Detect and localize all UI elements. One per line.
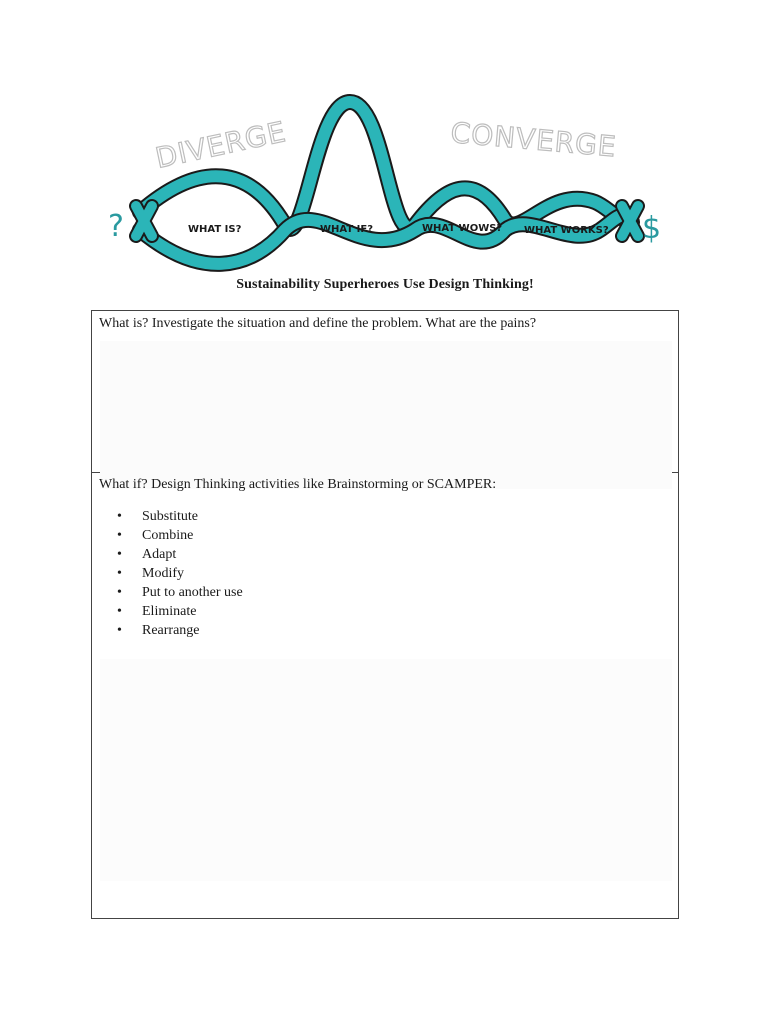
converge-heading: CONVERGE <box>449 116 618 164</box>
answer-area-what-if[interactable] <box>100 659 672 881</box>
answer-area-what-is[interactable] <box>100 341 672 489</box>
bullet-icon: • <box>117 528 122 543</box>
list-item: • Rearrange <box>117 623 200 638</box>
list-item: • Combine <box>117 528 194 543</box>
list-item: • Modify <box>117 566 184 581</box>
dollar-symbol: $ <box>642 211 662 246</box>
list-item: • Substitute <box>117 509 199 524</box>
list-item: • Eliminate <box>117 604 197 619</box>
diverge-heading: DIVERGE <box>152 115 290 175</box>
bullet-icon: • <box>117 585 122 600</box>
scamper-list <box>92 507 243 640</box>
bullet-icon: • <box>117 566 122 581</box>
stage-label-what-if: WHAT IF? <box>320 224 374 235</box>
section-prompt: What is? Investigate the situation and define the problem. What are the pains? <box>99 316 537 331</box>
worksheet-table <box>91 310 679 919</box>
section-prompt: What if? Design Thinking activities like Brainstorming or SCAMPER: <box>99 477 497 492</box>
section-what-if <box>92 473 678 918</box>
list-item: • Put to another use <box>117 585 243 600</box>
bullet-icon: • <box>117 547 122 562</box>
design-thinking-diagram <box>100 90 680 280</box>
stage-label-what-works: WHAT WORKS? <box>524 225 609 236</box>
bullet-icon: • <box>117 509 122 524</box>
question-symbol: ? <box>108 209 124 244</box>
page-title: Sustainability Superheroes Use Design Thinking! <box>236 277 534 292</box>
bullet-icon: • <box>117 604 122 619</box>
stage-label-what-wows: WHAT WOWS? <box>422 223 503 234</box>
list-item: • Adapt <box>117 547 177 562</box>
stage-label-what-is: WHAT IS? <box>188 224 242 235</box>
section-what-is <box>92 311 678 473</box>
bullet-icon: • <box>117 623 122 638</box>
